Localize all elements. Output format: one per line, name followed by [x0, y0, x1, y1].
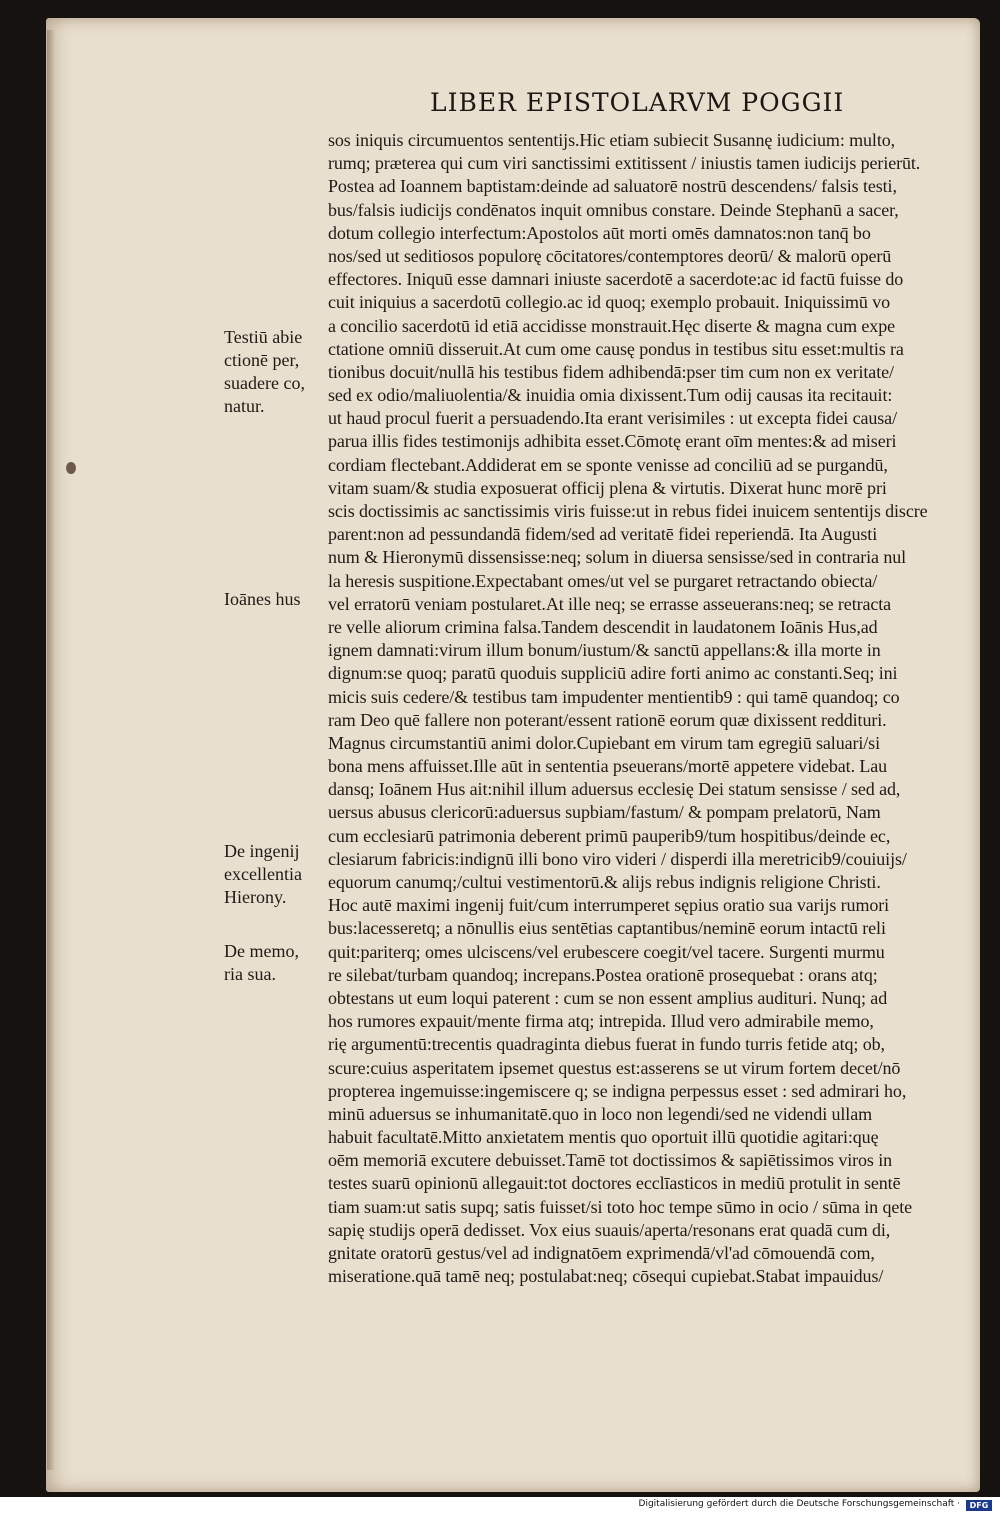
text-line: re silebat/turbam quandoq; increpans.Postea orationē prosequebat : orans atq; [328, 964, 878, 985]
text-line: Postea ad Ioannem baptistam:deinde ad saluatorē nostrū descendens/ falsis testi, [328, 176, 897, 197]
text-line: bona mens affuisset.Ille aūt in sententia pseuerans/mortē appetere videbat. Lau [328, 756, 888, 777]
text-line: testes suarū opinionū allegauit:tot doctores ecclīasticos in mediū protulit in sentē [328, 1173, 901, 1194]
text-line: a concilio sacerdotū id etiā accidisse monstrauit.Hęc diserte & magna cum expe [328, 315, 895, 336]
dfg-logo: DFG [966, 1500, 992, 1511]
text-line: ut haud procul fuerit a persuadendo.Ita erant verisimiles : ut excepta fidei causa/ [328, 408, 897, 429]
running-head: LIBER EPISTOLARVM POGGII [430, 88, 845, 117]
text-line: la heresis suspitione.Expectabant omes/ut vel se purgaret retractando obiecta/ [328, 570, 878, 591]
text-line: tionibus docuit/nullā his testibus fidem adhibendā:pser tim cum non ex veritate/ [328, 361, 894, 382]
text-line: dignum:se quoq; paratū quoduis suppliciū adire forti animo ac constanti.Seq; ini [328, 663, 898, 684]
text-line: clesiarum fabricis:indignū illi bono viro videri / disperdi illa meretricib9/couiuijs/ [328, 848, 907, 869]
text-line: ram Deo quē fallere non poterant/essent rationē eorum quæ dixissent reddituri. [328, 709, 887, 730]
text-line: cum ecclesiarū patrimonia deberent primū pauperib9/tum hospitibus/deinde ec, [328, 825, 891, 846]
text-line: effectores. Iniquū esse damnari iniuste sacerdotē a sacerdote:ac id factū fuisse do [328, 269, 904, 290]
text-line: bus:lacesseretq; a nōnullis eius sentētias captantibus/neminē eorum intactū reli [328, 918, 886, 939]
text-line: sapię studijs operā dedisset. Vox eius suauis/aperta/resonans erat quadā cum di, [328, 1219, 891, 1240]
marginal-note-testium: Testiū abie ctionē per, suadere co, natur. [224, 327, 305, 416]
main-text-block [328, 129, 968, 1288]
text-line: gnitate oratorū gestus/vel ad indignatōem exprimendā/vl'ad cōmouendā com, [328, 1243, 875, 1263]
text-line: sed ex odio/maliuolentia/& inuidia omia dixissent.Tum odij causas ita recitauit: [328, 385, 893, 406]
text-line: hos rumores expauit/mente firma atq; intrepida. Illud vero admirabile memo, [328, 1011, 874, 1032]
text-line: propterea ingemuisse:ingemiscere q; se indigna perpessus esset : sed admirari ho, [328, 1080, 907, 1101]
text-line: rumq; præterea qui cum viri sanctissimi extitissent / iniustis tamen iudicijs perierūt. [328, 153, 921, 174]
text-line: micis suis cedere/& testibus tam impudenter mentientib9 : qui tamē quandoq; co [328, 686, 900, 707]
page-gutter-shadow [47, 30, 55, 1470]
text-line: sos iniquis circumuentos sententijs.Hic etiam subiecit Susannę iudicium: multo, [328, 130, 896, 150]
text-line: num & Hieronymū dissensisse:neq; solum in diuersa sensisse/sed in contraria nul [328, 547, 907, 568]
text-line: re velle aliorum crimina falsa.Tandem descendit in laudatonem Ioānis Hus,ad [328, 616, 878, 637]
text-line: Magnus circumstantiū animi dolor.Cupiebant em virum tam egregiū saluari/si [328, 732, 880, 753]
text-line: scis doctissimis ac sanctissimis viris fuisse:ut in rebus fidei inuicem sententijs discre [328, 501, 928, 521]
text-line: Hoc autē maximi ingenij fuit/cum interrumperet sępius oratio sua varijs rumori [328, 895, 890, 916]
text-line: tiam suam:ut satis supq; satis fuisset/si toto hoc tempe sūmo in ocio / sūma in qete [328, 1196, 913, 1217]
text-line: parent:non ad pessundandā fidem/sed ad veritatē fidei reperiendā. Ita Augusti [328, 524, 878, 545]
ink-stain [66, 462, 76, 474]
text-line: miseratione.quā tamē neq; postulabat:neq; cōsequi cupiebat.Stabat impauidus/ [328, 1266, 884, 1287]
text-line: uersus abusus clericorū:aduersus supbiam/fastum/ & pompam prelatorū, Nam [328, 802, 881, 823]
text-line: oēm memoriā excutere debuisset.Tamē tot doctissimos & sapiētissimos viros in [328, 1150, 893, 1171]
text-line: equorum canumq;/cultui vestimentorū.& alijs rebus indignis religione Christi. [328, 872, 881, 892]
text-line: scure:cuius asperitatem ipsemet questus est:asserens se ut virum fortem decet/nō [328, 1057, 901, 1078]
text-line: vel erratorū veniam postularet.At ille neq; se errasse asseuerans:neq; se retracta [328, 593, 892, 614]
text-line: cuit iniquius a sacerdotū collegio.ac id quoq; exemplo probauit. Iniquissimū vo [328, 292, 890, 313]
text-line: bus/falsis iudicijs condēnatos inquit omnibus constare. Deinde Stephanū a sacer, [328, 199, 899, 220]
text-line: ctatione omniū disseruit.At cum ome causę pondus in testibus situ esset:multis ra [328, 338, 904, 359]
text-line: nos/sed ut seditiosos populorę cōcitatores/contemptores deorū/ & malorū operū [328, 245, 892, 266]
marginal-note-de-ingenij: De ingenij excellentia Hierony. [224, 841, 302, 907]
text-line: dansq; Ioānem Hus ait:nihil illum aduersus ecclesię Dei statum sensisse / sed ad, [328, 779, 901, 800]
text-line: ignem damnati:virum illum bonum/iustum/& sanctū appellans:& illa morte in [328, 640, 881, 661]
text-line: parua illis fides testimonijs adhibita esset.Cōmotę erant oīm mentes:& ad miseri [328, 431, 897, 452]
text-line: obtestans ut eum loqui paterent : cum se non essent amplius audituri. Nunq; ad [328, 987, 888, 1008]
marginal-note-ioanes-hus: Ioānes hus [224, 589, 301, 609]
text-line: cordiam flectebant.Addiderat em se sponte venisse ad conciliū ad se purgandū, [328, 454, 888, 475]
text-line: quit:pariterq; omes ulciscens/vel erubescere coegit/vel tacere. Surgenti murmu [328, 941, 885, 962]
marginal-note-de-memoria: De memo, ria sua. [224, 941, 299, 984]
text-line: vitam suam/& studia exposuerat officij plena & virtutis. Dixerat hunc morē pri [328, 477, 887, 498]
text-line: dotum collegio interfectum:Apostolos aūt morti omēs damnatos:non tanq̄ bo [328, 222, 871, 243]
text-line: rię argumentū:trecentis quadraginta diebus fuerat in fundo turris fetide atq; ob, [328, 1034, 885, 1055]
text-line: minū aduersus se inhumanitatē.quo in loco non legendi/sed ne videndi ullam [328, 1103, 872, 1124]
footer-bar [0, 1497, 1000, 1515]
text-line: habuit facultatē.Mitto anxietatem mentis quo oportuit illū quotidie agitari:quę [328, 1127, 879, 1148]
footer-credit: Digitalisierung gefördert durch die Deutsche Forschungsgemeinschaft · [638, 1499, 960, 1509]
